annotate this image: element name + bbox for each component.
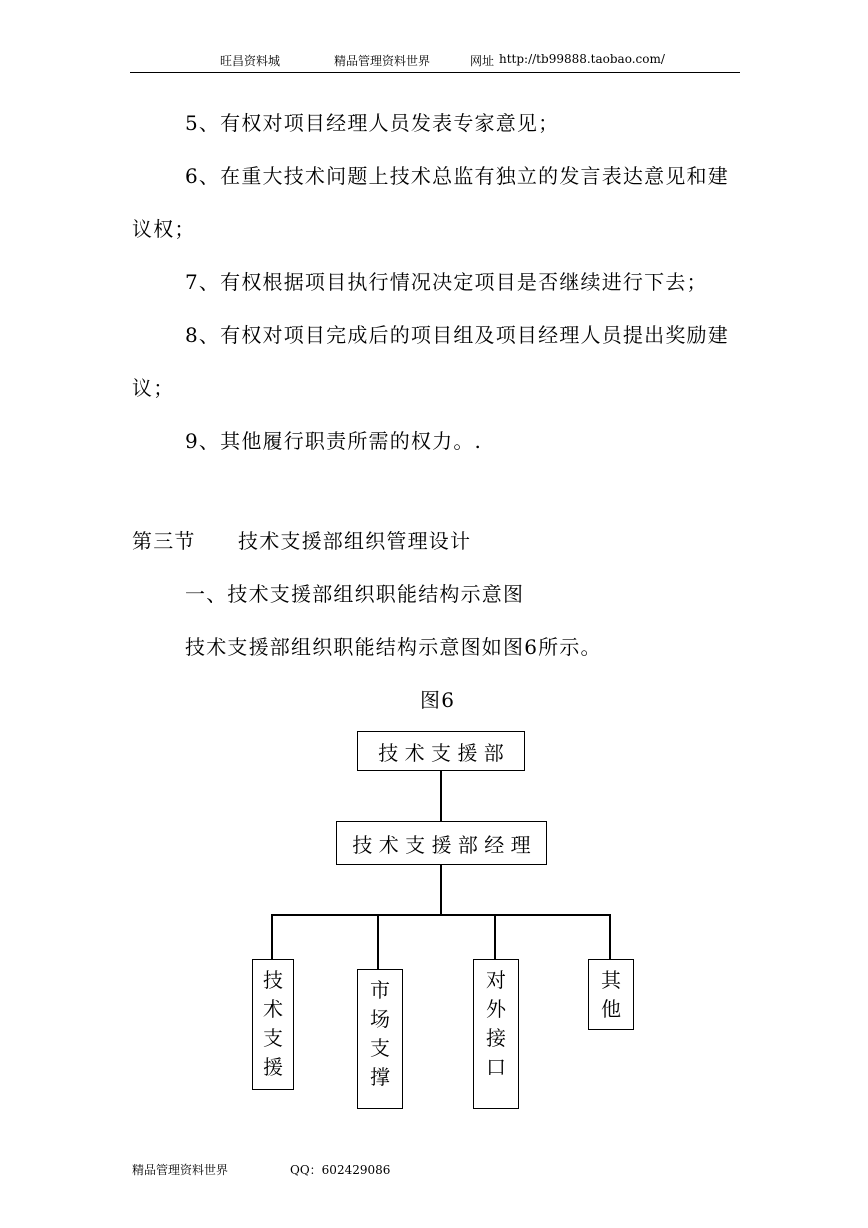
footer-qq: QQ：602429086 — [290, 1163, 391, 1177]
org-node-tech-support-char: 支 — [263, 1026, 283, 1050]
org-node-market-support-char: 撑 — [370, 1065, 390, 1089]
header-site-name: 旺昌资料城 — [220, 54, 281, 68]
item-8-line1: 8、有权对项目完成后的项目组及项目经理人员提出奖励建 — [185, 323, 729, 347]
org-node-tech-support — [252, 959, 294, 1090]
org-node-other — [588, 959, 634, 1030]
org-node-market-support — [357, 969, 403, 1109]
connector-root-manager — [440, 771, 442, 821]
org-node-root: 技 术 支 援 部 — [357, 731, 525, 771]
footer-site: 精品管理资料世界 — [132, 1163, 229, 1177]
intro-text: 技术支援部组织职能结构示意图如图6所示。 — [185, 635, 602, 659]
connector-child-2 — [377, 914, 379, 969]
org-node-market-support-char: 市 — [370, 978, 390, 1002]
item-6-line2: 议权； — [132, 217, 196, 241]
org-node-external-interface-char: 对 — [486, 968, 506, 992]
item-9: 9、其他履行职责所需的权力。. — [185, 429, 483, 453]
item-6-line1: 6、在重大技术问题上技术总监有独立的发言表达意见和建 — [185, 164, 729, 188]
org-node-other-char: 他 — [601, 997, 621, 1021]
section-number: 第三节 — [132, 529, 196, 553]
header-url[interactable]: http://tb99888.taobao.com/ — [499, 52, 665, 66]
subsection-heading: 一、技术支援部组织职能结构示意图 — [185, 582, 525, 606]
figure-caption: 图6 — [420, 688, 456, 712]
org-node-tech-support-char: 术 — [263, 997, 283, 1021]
org-node-external-interface-char: 口 — [486, 1055, 506, 1079]
org-node-external-interface-char: 外 — [486, 997, 506, 1021]
org-node-market-support-char: 场 — [370, 1007, 390, 1031]
org-node-external-interface-char: 接 — [486, 1026, 506, 1050]
item-5: 5、有权对项目经理人员发表专家意见； — [185, 111, 560, 135]
section-title: 技术支援部组织管理设计 — [238, 529, 472, 553]
connector-manager-bus — [440, 865, 442, 915]
connector-horizontal-bus — [271, 914, 611, 916]
org-node-tech-support-char: 技 — [263, 968, 283, 992]
item-8-line2: 议； — [132, 376, 175, 400]
item-7: 7、有权根据项目执行情况决定项目是否继续进行下去； — [185, 270, 708, 294]
connector-child-3 — [494, 914, 496, 959]
connector-child-4 — [609, 914, 611, 959]
header-site-world: 精品管理资料世界 — [334, 54, 431, 68]
connector-child-1 — [271, 914, 273, 959]
org-node-market-support-char: 支 — [370, 1036, 390, 1060]
org-node-manager: 技 术 支 援 部 经 理 — [336, 821, 547, 865]
header-url-label: 网址 — [470, 54, 495, 68]
org-node-other-char: 其 — [601, 968, 621, 992]
org-node-external-interface — [473, 959, 519, 1109]
org-node-tech-support-char: 援 — [263, 1055, 283, 1079]
page-header — [130, 52, 740, 73]
